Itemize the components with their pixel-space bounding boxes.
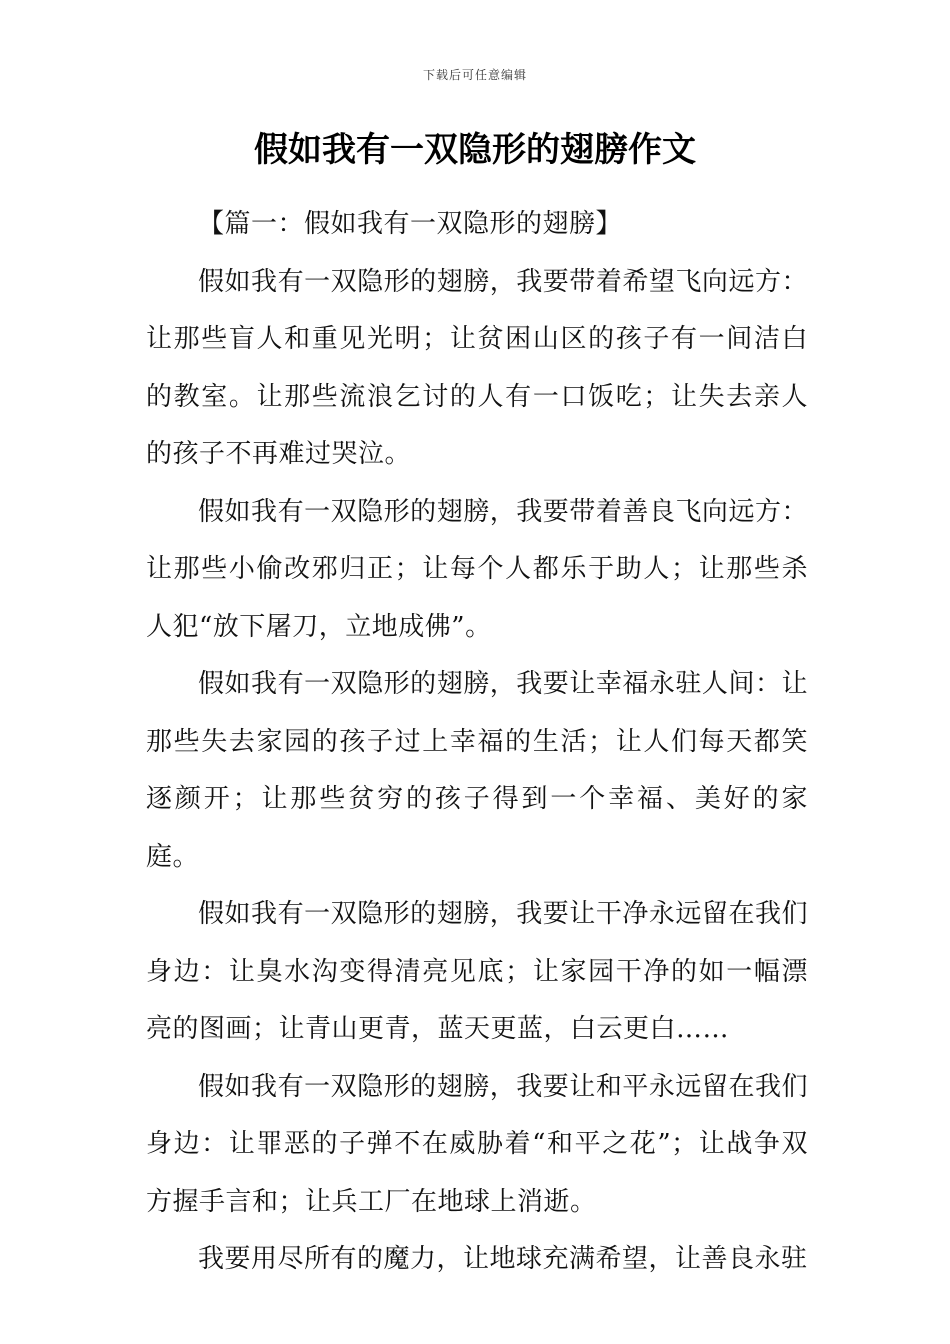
header-note: 下载后可任意编辑 (422, 68, 527, 82)
paragraph: 假如我有一双隐形的翅膀，我要带着善良飞向远方：让那些小偷改邪归正；让每个人都乐于助人；让那些杀人犯“放下屠刀，立地成佛”。 (146, 496, 808, 642)
paragraph: 假如我有一双隐形的翅膀，我要让幸福永驻人间：让那些失去家园的孩子过上幸福的生活；让人们每天都笑逐颜开；让那些贫穷的孩子得到一个幸福、美好的家庭。 (146, 669, 808, 872)
paragraph: 假如我有一双隐形的翅膀，我要让和平永远留在我们身边：让罪恶的子弹不在威胁着“和平之花”；让战争双方握手言和；让兵工厂在地球上消逝。 (146, 1071, 808, 1217)
paragraph: 假如我有一双隐形的翅膀，我要让干净永远留在我们身边：让臭水沟变得清亮见底；让家园干净的如一幅漂亮的图画；让青山更青，蓝天更蓝，白云更白…… (146, 899, 808, 1044)
document-body (146, 196, 808, 1289)
page-title: 假如我有一双隐形的翅膀作文 (254, 130, 696, 170)
paragraph: 我要用尽所有的魔力，让地球充满希望，让善良永驻 (198, 1244, 808, 1274)
paragraph: 假如我有一双隐形的翅膀，我要带着希望飞向远方：让那些盲人和重见光明；让贫困山区的孩子有一间洁白的教室。让那些流浪乞讨的人有一口饭吃；让失去亲人的孩子不再难过哭泣。 (146, 266, 808, 469)
section-heading: 【篇一：假如我有一双隐形的翅膀】 (198, 209, 623, 239)
